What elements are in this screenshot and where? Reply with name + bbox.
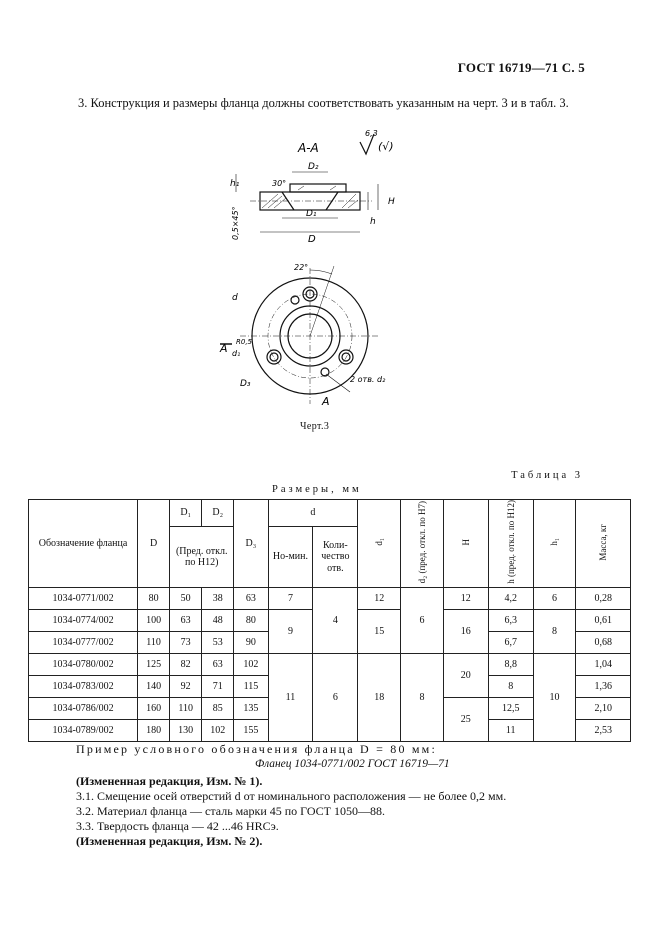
svg-text:A: A [220,342,228,355]
dimensions-table: Обозначение фланца D D₁ D₂ D₃ d d₁ d₂ (пред. откл. по H7) H h (пред. откл. по H12) h₁ Масса, кг (Пред. откл. по H12) Но-мин. Коли-чество отв. 1034-0771/002 80 50 38 63 7 4 12 6 12 4,2 6 0,28 1034-0774/002 100 63 48 80 9 15 16 6,3 8 0,61 1034-0777/002 110 73 53 90 6,7 0,68 1034-0780/002 125 82 63 102 11 6 18 8 20 8,8 10 1,04 1034-0783/002 140 92 71 115 8 1,36 1034-0786/002 160 110 85 135 25 12,5 2,10 1034-0789/002 180 130 102 155 11 2,53 [28,499,631,742]
section-label: А-А [298,141,319,155]
table-row: 1034-0786/002 160 110 85 135 25 12,5 2,10 [29,698,631,720]
flange-drawing [210,120,440,420]
section-view [236,172,378,232]
table-row: 1034-0789/002 180 130 102 155 11 2,53 [29,720,631,742]
svg-text:D₂: D₂ [308,162,319,172]
edit-note-1: (Измененная редакция, Изм. № 1). [76,774,263,788]
example-title: Пример условного обозначения фланца D = 80 мм: [76,742,437,756]
page-header: ГОСТ 16719—71 С. 5 [457,60,585,75]
figure-caption: Черт.3 [300,421,330,432]
svg-text:A: A [322,395,330,408]
th-designation: Обозначение фланца [29,500,138,588]
roughness-paren: (√) [378,140,394,153]
svg-text:R0,5: R0,5 [236,338,252,346]
svg-text:D₁: D₁ [306,209,317,219]
table-row: 1034-0783/002 140 92 71 115 8 1,36 [29,676,631,698]
example-designation: Фланец 1034-0771/002 ГОСТ 16719—71 [255,758,450,770]
svg-text:h₁: h₁ [230,179,240,189]
table-row: 1034-0774/002 100 63 48 80 9 15 16 6,3 8 0,61 [29,610,631,632]
svg-text:22°: 22° [294,263,309,272]
paragraph-3-2: 3.2. Материал фланца — сталь марки 45 по ГОСТ 1050—88. [76,804,385,818]
table-row: 1034-0777/002 110 73 53 90 6,7 0,68 [29,632,631,654]
svg-text:d: d [232,293,238,303]
roughness-value: 6,3 [365,129,378,138]
svg-text:D₃: D₃ [240,379,251,389]
svg-text:h: h [370,217,376,227]
table-row: 1034-0771/002 80 50 38 63 7 4 12 6 12 4,2 6 0,28 [29,588,631,610]
table-units: Размеры, мм [272,484,362,495]
paragraph-3-1: 3.1. Смещение осей отверстий d от номинального расположения — не более 0,2 мм. [76,789,507,803]
paragraph-3: 3. Конструкция и размеры фланца должны соответствовать указанным на черт. 3 и в табл. 3. [78,96,569,110]
paragraph-3-3: 3.3. Твердость фланца — 42 ...46 HRCэ. [76,819,279,833]
table-row: 1034-0780/002 125 82 63 102 11 6 18 8 20 8,8 10 1,04 [29,654,631,676]
svg-text:H: H [388,197,395,207]
table-number: Таблица 3 [511,470,583,481]
svg-text:D: D [308,234,316,245]
svg-text:d₁: d₁ [232,349,241,358]
edit-note-2: (Измененная редакция, Изм. № 2). [76,834,263,848]
flange-boss [290,184,346,192]
svg-text:0,5×45°: 0,5×45° [231,206,240,240]
svg-text:2 отв. d₂: 2 отв. d₂ [350,375,386,384]
svg-text:30°: 30° [272,179,287,188]
